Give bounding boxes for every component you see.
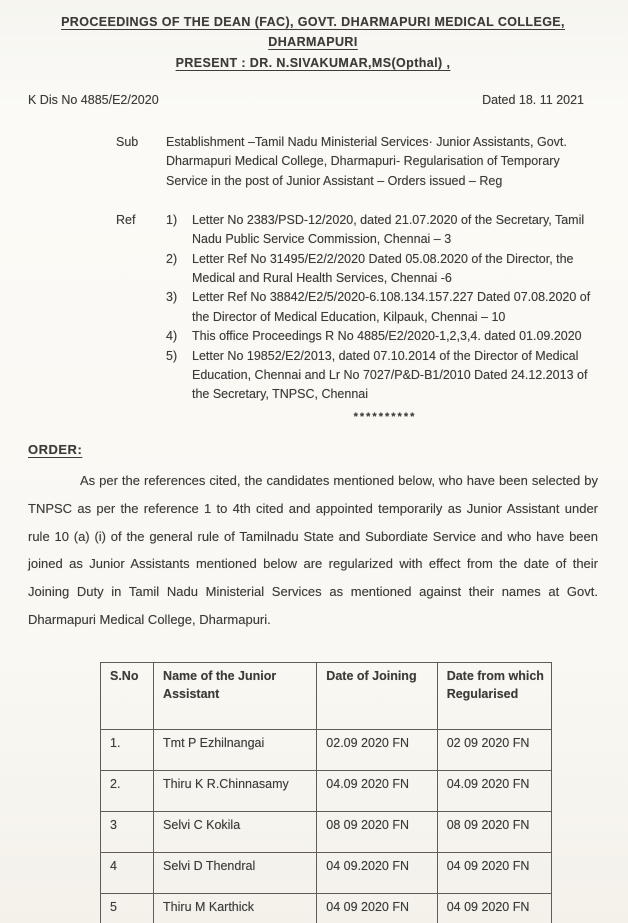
table-row xyxy=(101,771,552,812)
cell-regularised: 02 09 2020 FN xyxy=(437,730,551,771)
document-header xyxy=(28,14,598,71)
reference-item-number: 1) xyxy=(166,212,178,227)
cell-name: Thiru M Karthick xyxy=(154,894,317,923)
reference-item-text: Letter Ref No 31495/E2/2/2020 Dated 05.08.2020 of the Director, the Medical and Rural Health Services, Chennai -6 xyxy=(192,251,574,285)
subject-label: Sub xyxy=(116,134,139,149)
cell-regularised: 04.09 2020 FN xyxy=(437,771,551,812)
cell-sno: 2. xyxy=(101,771,154,812)
table-row xyxy=(101,812,552,853)
reference-item-text: This office Proceedings R No 4885/E2/2020-1,2,3,4. dated 01.09.2020 xyxy=(192,329,582,344)
cell-sno: 5 xyxy=(101,894,154,923)
meta-row xyxy=(28,93,598,107)
header-line-1: PROCEEDINGS OF THE DEAN (FAC), GOVT. DHARMAPURI MEDICAL COLLEGE, xyxy=(61,15,565,29)
reference-label: Ref xyxy=(116,212,136,227)
cell-regularised: 08 09 2020 FN xyxy=(437,812,551,853)
reference-block xyxy=(116,211,598,426)
reference-item-number: 2) xyxy=(166,251,178,266)
cell-joining: 04.09 2020 FN xyxy=(317,771,437,812)
reference-item xyxy=(166,250,604,289)
document-date: Dated 18. 11 2021 xyxy=(482,92,584,107)
dispatch-number: K Dis No 4885/E2/2020 xyxy=(28,92,159,107)
cell-sno: 4 xyxy=(101,853,154,894)
reference-item-text: Letter No 19852/E2/2013, dated 07.10.2014 of the Director of Medical Education, Chennai and Lr No 7027/P&D-B1/2010 Dated 24.12.2013 of the Secretary, TNPSC, Chennai xyxy=(192,348,588,402)
order-heading: ORDER: xyxy=(28,441,83,457)
reference-list xyxy=(166,211,604,426)
cell-name: Selvi D Thendral xyxy=(154,853,317,894)
cell-sno: 1. xyxy=(101,730,154,771)
reference-item xyxy=(166,211,604,250)
reference-item-number: 4) xyxy=(166,329,178,344)
reference-item-text: Letter Ref No 38842/E2/5/2020-6.108.134.157.227 Dated 07.08.2020 of the Director of Medical Education, Kilpauk, Chennai – 10 xyxy=(192,290,591,324)
cell-name: Selvi C Kokila xyxy=(154,812,317,853)
reference-item xyxy=(166,347,604,405)
table-row xyxy=(101,894,552,923)
header-line-3: PRESENT : DR. N.SIVAKUMAR,MS(Opthal) , xyxy=(175,55,451,70)
cell-joining: 08 09 2020 FN xyxy=(317,812,437,853)
cell-sno: 3 xyxy=(101,812,154,853)
asterisk-separator: ********** xyxy=(353,410,417,423)
column-header-joining: Date of Joining xyxy=(317,663,437,730)
table-row xyxy=(101,853,552,894)
cell-name: Tmt P Ezhilnangai xyxy=(154,730,317,771)
cell-regularised: 04 09 2020 FN xyxy=(437,894,551,923)
reference-item-number: 5) xyxy=(166,348,178,363)
cell-joining: 02.09 2020 FN xyxy=(317,730,437,771)
cell-name: Thiru K R.Chinnasamy xyxy=(154,771,317,812)
reference-item-number: 3) xyxy=(166,290,178,305)
column-header-regularised: Date from which Regularised xyxy=(437,663,551,730)
regularisation-table xyxy=(100,662,552,923)
column-header-name: Name of the Junior Assistant xyxy=(154,663,317,730)
subject-text: Establishment –Tamil Nadu Ministerial Services· Junior Assistants, Govt. Dharmapuri Medical College, Dharmapuri- Regularisation of Temporary Service in the post of Junior Assistant – Orders issued – Reg xyxy=(166,134,567,188)
reference-item-text: Letter No 2383/PSD-12/2020, dated 21.07.2020 of the Secretary, Tamil Nadu Public Service Commission, Chennai – 3 xyxy=(192,212,585,247)
subject-block xyxy=(116,133,598,191)
table-row xyxy=(101,730,552,771)
reference-item xyxy=(166,288,604,327)
table-header-row xyxy=(101,663,552,730)
reference-item xyxy=(166,327,604,346)
header-line-2: DHARMAPURI xyxy=(268,35,358,50)
cell-regularised: 04 09 2020 FN xyxy=(437,853,551,894)
cell-joining: 04 09 2020 FN xyxy=(317,894,437,923)
column-header-sno: S.No xyxy=(101,663,154,730)
cell-joining: 04 09.2020 FN xyxy=(317,853,437,894)
order-paragraph: As per the references cited, the candidates mentioned below, who have been selected by TNPSC as per the reference 1 to 4th cited and appointed temporarily as Junior Assistant under rule 10 (a) (i) of the general rule of Tamilnadu State and Subordiate Service and who have been joined as Junior Assistants mentioned below are regularized with effect from the date of their Joining Duty in Tamil Nadu Ministerial Services as mentioned against their names at Govt. Dharmapuri Medical College, Dharmapuri. xyxy=(28,472,598,628)
